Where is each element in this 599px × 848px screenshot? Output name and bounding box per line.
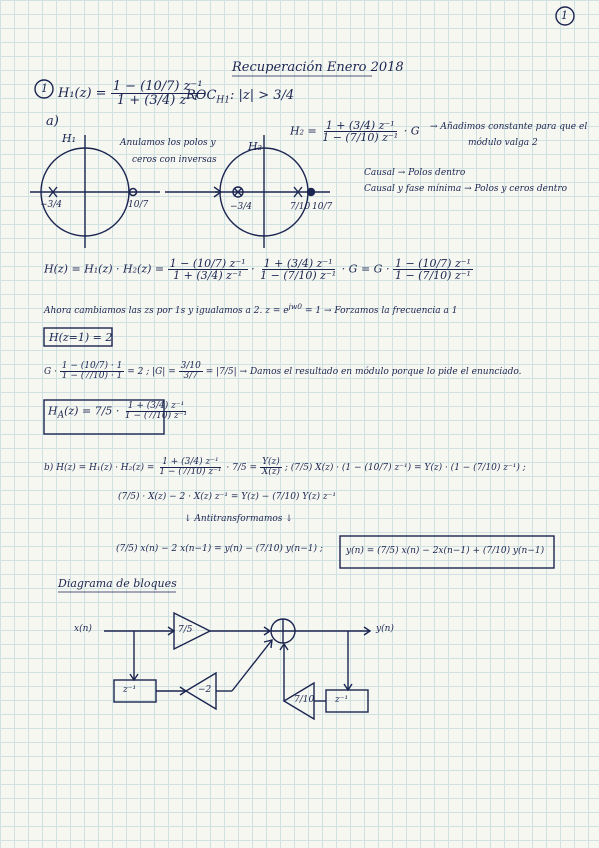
- gain-fb-label: 7/10: [294, 695, 315, 705]
- g-equation: G · $\frac{1 - (10/7) \cdot 1}{1 - (7/10) \cdot 1}$ = 2 ; |G| = $\frac{3/10}{3/7}$ = |7/5| → Damos el resultado en módulo porque lo pide el enunciado.: [44, 361, 522, 381]
- block-diagram-lines: [104, 613, 370, 719]
- note-const-2: módulo valga 2: [468, 138, 538, 148]
- gain-in-label: 7/5: [178, 625, 193, 635]
- plot2-cancel-label: −3/4: [230, 202, 253, 212]
- output-label: y(n): [376, 624, 394, 634]
- frequency-note: Ahora cambiamos las zs por 1s y igualamos a 2. $z = e^{jw0} = 1$ → Forzamos la frecuencia a 1: [44, 302, 458, 316]
- causal-note-1: Causal → Polos dentro: [364, 168, 466, 178]
- pole-zero-plot-2: [215, 135, 333, 248]
- part-a-label: a): [46, 114, 59, 129]
- b-equation-line1: b) H(z) = H₁(z) · H₂(z) = $\frac{\text{1 + (3/4) z⁻¹}}{\text{1 − (7/10) z⁻¹}}$ · 7/5 = $\frac{Y(z)}{X(z)}$ ; (7/5) X(z) · (1 − (10/7) z⁻¹) = Y(z) · (1 − (7/10) z⁻¹) ;: [44, 457, 526, 477]
- plot2-zero-label: 10/7: [312, 202, 333, 212]
- roc-expression: $ROC_{H1}$: |z| > 3/4: [186, 88, 295, 106]
- input-label: x(n): [74, 624, 92, 634]
- result-equation: y(n) = (7/5) x(n) − 2x(n−1) + (7/10) y(n−1): [346, 546, 545, 556]
- gain-delay-label: −2: [198, 685, 212, 695]
- causal-note-2: Causal y fase mínima → Polos y ceros dentro: [364, 184, 568, 194]
- plot1-zero-label: 10/7: [128, 200, 149, 210]
- note-const-1: → Añadimos constante para que el: [430, 122, 588, 132]
- h2-equation: H₂ = $\frac{\text{1 + (3/4) z⁻¹}}{\text{1 − (7/10) z⁻¹}}$ · G: [290, 119, 420, 144]
- h1-equation: H₁(z) = $\frac{\text{1 − (10/7) z⁻¹}}{\text{1 + (3/4) z⁻¹}}$: [58, 79, 203, 108]
- plot2-label: H₂: [248, 140, 263, 153]
- plot1-pole-label: −3/4: [40, 200, 63, 210]
- page-number: 1: [561, 9, 568, 22]
- item-number: 1: [41, 82, 48, 95]
- boxed-h-z1-text: H(z=1) = 2: [49, 331, 113, 344]
- pole-zero-plot-1: [30, 135, 160, 248]
- antitransform-note: ↓ Antitransformamos ↓: [184, 514, 293, 524]
- b-equation-line2: (7/5) · X(z) − 2 · X(z) z⁻¹ = Y(z) − (7/10) Y(z) z⁻¹: [118, 492, 336, 502]
- note-cancel-1: Anulamos los polos y: [120, 138, 216, 148]
- hmp-equation: $H_A(z) = 7/5$ · $\frac{\text{1 + (3/4) z⁻¹}}{\text{1 − (7/10) z⁻¹}}$: [48, 401, 188, 421]
- b-equation-line4: (7/5) x(n) − 2 x(n−1) = y(n) − (7/10) y(n−1) ;: [116, 544, 323, 554]
- note-cancel-2: ceros con inversas: [132, 155, 217, 165]
- delay-out-label: z⁻¹: [335, 695, 349, 705]
- plot2-pole-label: 7/10: [290, 202, 311, 212]
- delay-in-label: z⁻¹: [123, 685, 137, 695]
- page-title: Recuperación Enero 2018: [232, 60, 404, 75]
- diagram-title: Diagrama de bloques: [58, 577, 177, 590]
- plot1-label: H₁: [62, 132, 77, 145]
- product-equation: H(z) = H₁(z) · H₂(z) = $\frac{\text{1 − (10/7) z⁻¹}}{\text{1 + (3/4) z⁻¹}}$ · $\frac{\text{1 + (3/4) z⁻¹}}{\text{1 − (7/10) z⁻¹}}$ · G = G · $\frac{\text{1 − (10/7) z⁻¹}}{\text{1 − (7/10) z⁻¹}}$: [44, 257, 471, 282]
